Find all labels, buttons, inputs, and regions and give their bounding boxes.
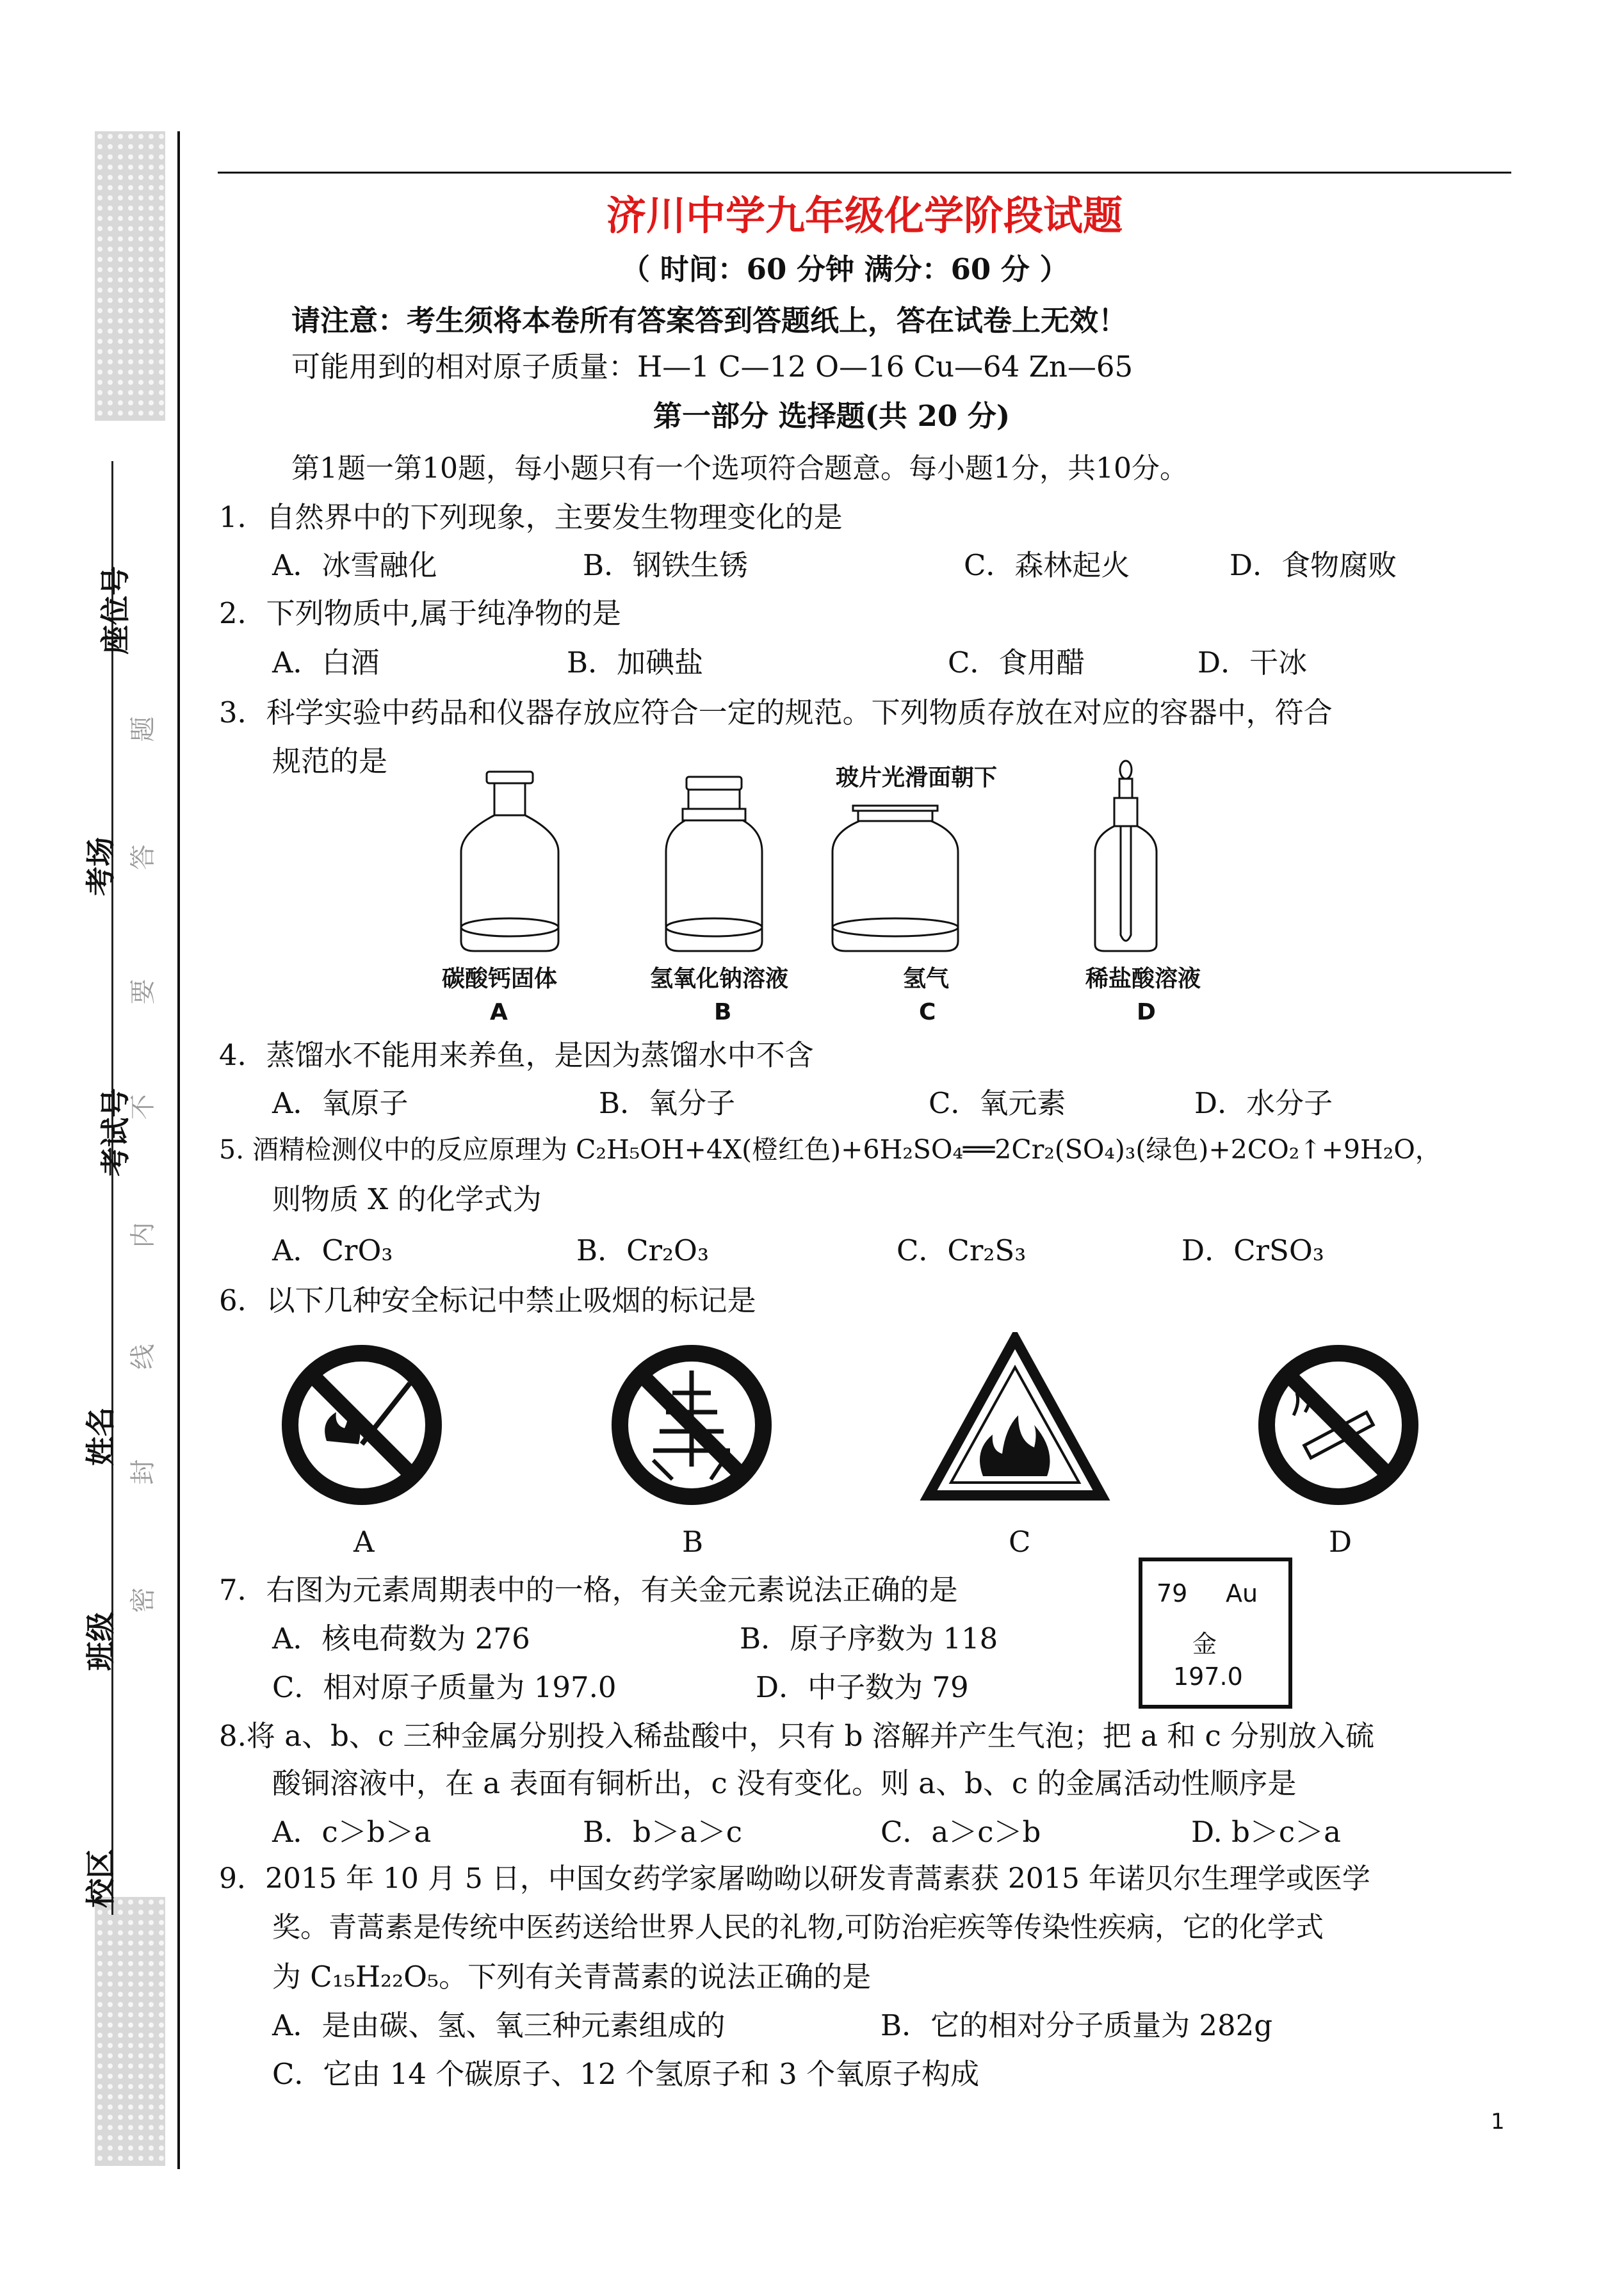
q5-stem: 5. 酒精检测仪中的反应原理为 C₂H₅OH+4X(橙红色)+6H₂SO₄══2Cr₂(SO₄)₃(绿色)+2CO₂↑+9H₂O， (219, 1134, 1441, 1165)
margin-rule (177, 131, 180, 2169)
seal-char: 不 (128, 1094, 158, 1120)
q9-option-a: A．是由碳、氢、氧三种元素组成的 (272, 2008, 726, 2042)
margin-pattern-bottom (95, 1897, 165, 2166)
q7-option-a: A．核电荷数为 276 (272, 1622, 530, 1655)
q7-option-d: D．中子数为 79 (756, 1670, 969, 1704)
room-label: 考场 (83, 837, 118, 896)
atomic-mass: 可能用到的相对原子质量：H—1 C—12 O—16 Cu—64 Zn—65 (291, 350, 1133, 384)
q6-letter-b: B (682, 1525, 704, 1559)
seal-char: 答 (128, 844, 158, 870)
q9-stem-cont2: 为 C₁₅H₂₂O₅。下列有关青蒿素的说法正确的是 (272, 1960, 872, 1994)
class-label: 班级 (83, 1612, 118, 1671)
q4-option-a: A．氧原子 (272, 1086, 409, 1120)
bottle-c-icon (832, 806, 958, 951)
seal-char: 题 (128, 716, 158, 742)
page-number: 1 (1491, 2109, 1505, 2135)
protect-forest-sign-icon (620, 1353, 763, 1497)
seal-char: 内 (128, 1222, 158, 1248)
q3-label-d: 稀盐酸溶液 (1085, 966, 1201, 992)
q3-label-b: 氢氧化钠溶液 (650, 966, 789, 992)
q5-option-c: C．Cr₂S₃ (897, 1233, 1027, 1267)
q4-option-c: C．氧元素 (929, 1086, 1066, 1120)
bottle-b-icon (666, 777, 762, 951)
q6-signs-figure (275, 1332, 1441, 1524)
q3-letter-b: B (714, 999, 732, 1025)
exam-subtitle: （ 时间：60 分钟 满分：60 分 ） (621, 252, 1069, 286)
q5-option-d: D．CrSO₃ (1181, 1233, 1324, 1267)
element-name: 金 (1192, 1630, 1217, 1658)
q2-option-c: C．食用醋 (948, 646, 1085, 679)
q4-option-b: B．氧分子 (599, 1086, 736, 1120)
q5-stem-cont: 则物质 X 的化学式为 (272, 1182, 542, 1216)
margin-fill-line (111, 461, 113, 1915)
atomic-mass-value: 197.0 (1173, 1663, 1243, 1691)
margin-pattern-top (95, 131, 165, 421)
q1-stem: 1．自然界中的下列现象，主要发生物理变化的是 (219, 500, 843, 534)
q2-option-a: A．白酒 (272, 646, 380, 679)
q4-stem: 4．蒸馏水不能用来养鱼，是因为蒸馏水中不含 (219, 1038, 814, 1072)
seat-label: 座位号 (98, 566, 133, 655)
section-instruction: 第1题一第10题，每小题只有一个选项符合题意。每小题1分，共10分。 (291, 452, 1188, 485)
q5-option-a: A．CrO₃ (272, 1233, 393, 1267)
campus-label: 校区 (83, 1849, 118, 1908)
q4-option-d: D．水分子 (1194, 1086, 1333, 1120)
q6-letter-d: D (1329, 1525, 1352, 1559)
seal-char: 线 (128, 1344, 158, 1370)
q8-option-b: B．b＞a＞c (583, 1815, 742, 1849)
name-label: 姓名 (83, 1407, 118, 1466)
q9-option-b: B．它的相对分子质量为 282g (881, 2008, 1273, 2042)
q1-option-a: A．冰雪融化 (272, 548, 437, 582)
q6-letter-c: C (1009, 1525, 1031, 1559)
q2-option-b: B．加碘盐 (567, 646, 704, 679)
atomic-number: 79 (1157, 1579, 1188, 1607)
q5-option-b: B．Cr₂O₃ (576, 1233, 709, 1267)
q3-label-a: 碳酸钙固体 (442, 966, 558, 992)
page-title: 济川中学九年级化学阶段试题 (606, 192, 1123, 239)
q3-stem-cont: 规范的是 (272, 744, 388, 778)
q8-stem-cont: 酸铜溶液中，在 a 表面有铜析出，c 没有变化。则 a、b、c 的金属活动性顺序是 (272, 1766, 1297, 1800)
q9-option-c: C．它由 14 个碳原子、12 个氢原子和 3 个氧原子构成 (272, 2057, 980, 2091)
bottle-d-icon (1095, 761, 1157, 951)
q3-letter-a: A (490, 999, 508, 1025)
exam-no-label: 考试号 (98, 1088, 133, 1176)
q7-option-c: C．相对原子质量为 197.0 (272, 1670, 617, 1704)
q8-option-a: A．c＞b＞a (272, 1815, 432, 1849)
seal-char: 封 (128, 1459, 158, 1485)
q3-top-note: 玻片光滑面朝下 (836, 765, 998, 791)
periodic-table-cell (1139, 1558, 1292, 1709)
seal-char: 要 (128, 979, 158, 1005)
q8-option-c: C．a＞c＞b (881, 1815, 1041, 1849)
q3-bottles-figure (435, 756, 1287, 1037)
section-title: 第一部分 选择题(共 20 分) (653, 399, 1011, 433)
q3-label-c: 氢气 (903, 966, 950, 992)
q1-option-c: C．森林起火 (964, 548, 1130, 582)
q3-letter-c: C (919, 999, 936, 1025)
q8-stem: 8.将 a、b、c 三种金属分别投入稀盐酸中，只有 b 溶解并产生气泡；把 a 和 c 分别放入硫 (219, 1719, 1375, 1753)
q9-stem-cont1: 奖。青蒿素是传统中医药送给世界人民的礼物,可防治疟疾等传染性疾病，它的化学式 (272, 1911, 1324, 1944)
no-fire-sign-icon (290, 1353, 434, 1497)
q3-letter-d: D (1137, 999, 1156, 1025)
flammable-warning-icon (929, 1338, 1101, 1495)
q6-stem: 6．以下几种安全标记中禁止吸烟的标记是 (219, 1283, 756, 1317)
seal-char: 密 (128, 1587, 158, 1613)
q7-stem: 7．右图为元素周期表中的一格，有关金元素说法正确的是 (219, 1573, 958, 1607)
bottle-a-icon (461, 772, 558, 951)
q1-option-b: B．钢铁生锈 (583, 548, 749, 582)
no-smoking-sign-icon (1267, 1353, 1410, 1497)
q9-stem: 9．2015 年 10 月 5 日，中国女药学家屠呦呦以研发青蒿素获 2015 年诺贝尔生理学或医学 (219, 1862, 1370, 1895)
q8-option-d: D. b＞c＞a (1191, 1815, 1341, 1849)
element-symbol: Au (1226, 1579, 1258, 1607)
q7-option-b: B．原子序数为 118 (740, 1622, 998, 1655)
q6-letter-a: A (353, 1525, 375, 1559)
q3-stem: 3．科学实验中药品和仪器存放应符合一定的规范。下列物质存放在对应的容器中，符合 (219, 696, 1333, 729)
top-rule (218, 172, 1511, 174)
q1-option-d: D．食物腐败 (1230, 548, 1397, 582)
q2-stem: 2．下列物质中,属于纯净物的是 (219, 596, 621, 630)
notice: 请注意：考生须将本卷所有答案答到答题纸上，答在试卷上无效！ (291, 304, 1128, 338)
q2-option-d: D．干冰 (1198, 646, 1308, 679)
